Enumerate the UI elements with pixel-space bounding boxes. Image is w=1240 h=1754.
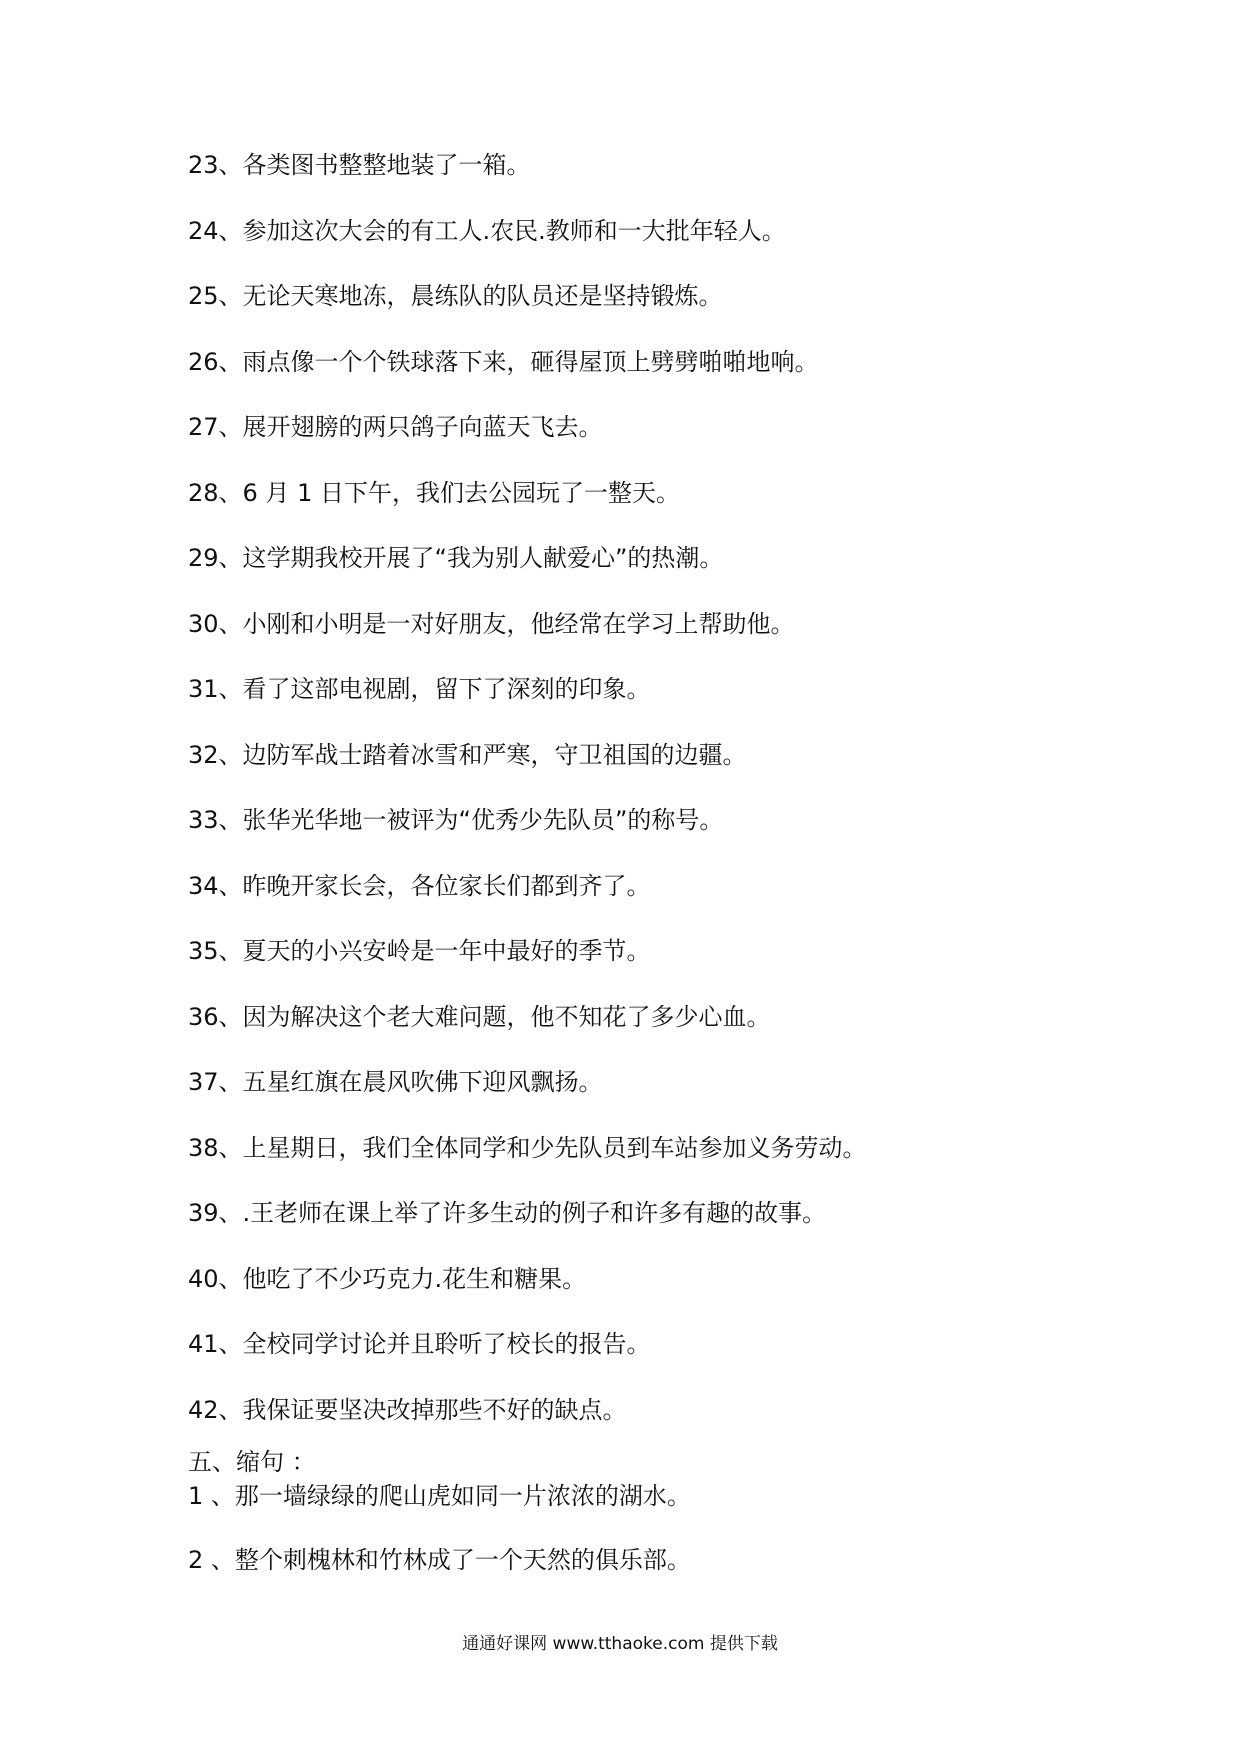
sentence-item: 39、.王老师在课上举了许多生动的例子和许多有趣的故事。 [188,1199,827,1227]
sentence-item: 38、上星期日，我们全体同学和少先队员到车站参加义务劳动。 [188,1133,867,1162]
condense-item: 1 、那一墙绿绿的爬山虎如同一片浓浓的湖水。 [188,1482,691,1510]
sentence-item: 42、我保证要坚决改掉那些不好的缺点。 [188,1395,627,1424]
sentence-item: 34、昨晚开家长会，各位家长们都到齐了。 [188,871,651,900]
sentence-item: 28、6 月 1 日下午，我们去公园玩了一整天。 [188,478,680,507]
page-footer: 通通好课网 www.tthaoke.com 提供下载 [462,1634,778,1654]
sentence-item: 37、五星红旗在晨风吹佛下迎风飘扬。 [188,1068,603,1096]
sentence-item: 41、全校同学讨论并且聆听了校长的报告。 [188,1330,651,1358]
sentence-item: 40、他吃了不少巧克力.花生和糖果。 [188,1264,587,1293]
sentence-item: 33、张华光华地一被评为“优秀少先队员”的称号。 [188,806,724,834]
sentence-item: 24、参加这次大会的有工人.农民.教师和一大批年轻人。 [188,216,786,245]
sentence-item: 29、这学期我校开展了“我为别人献爱心”的热潮。 [188,544,724,572]
sentence-item: 27、展开翅膀的两只鸽子向蓝天飞去。 [188,413,603,441]
sentence-item: 36、因为解决这个老大难问题，他不知花了多少心血。 [188,1002,771,1031]
sentence-item: 25、无论天寒地冻，晨练队的队员还是坚持锻炼。 [188,282,723,310]
condense-section [188,1445,1168,1607]
sentence-item: 26、雨点像一个个铁球落下来，砸得屋顶上劈劈啪啪地响。 [188,347,819,376]
sentence-item: 35、夏天的小兴安岭是一年中最好的季节。 [188,937,651,965]
sentence-item: 23、各类图书整整地装了一箱。 [188,151,531,179]
condense-item: 2 、整个刺槐林和竹林成了一个天然的俱乐部。 [188,1546,691,1574]
sentence-item: 31、看了这部电视剧，留下了深刻的印象。 [188,675,651,703]
condense-list [188,1479,1168,1607]
section-heading: 五、缩句 ： [188,1448,316,1476]
sentence-list [188,148,1168,1458]
sentence-item: 32、边防军战士踏着冰雪和严寒，守卫祖国的边疆。 [188,740,747,769]
sentence-item: 30、小刚和小明是一对好朋友，他经常在学习上帮助他。 [188,609,795,638]
